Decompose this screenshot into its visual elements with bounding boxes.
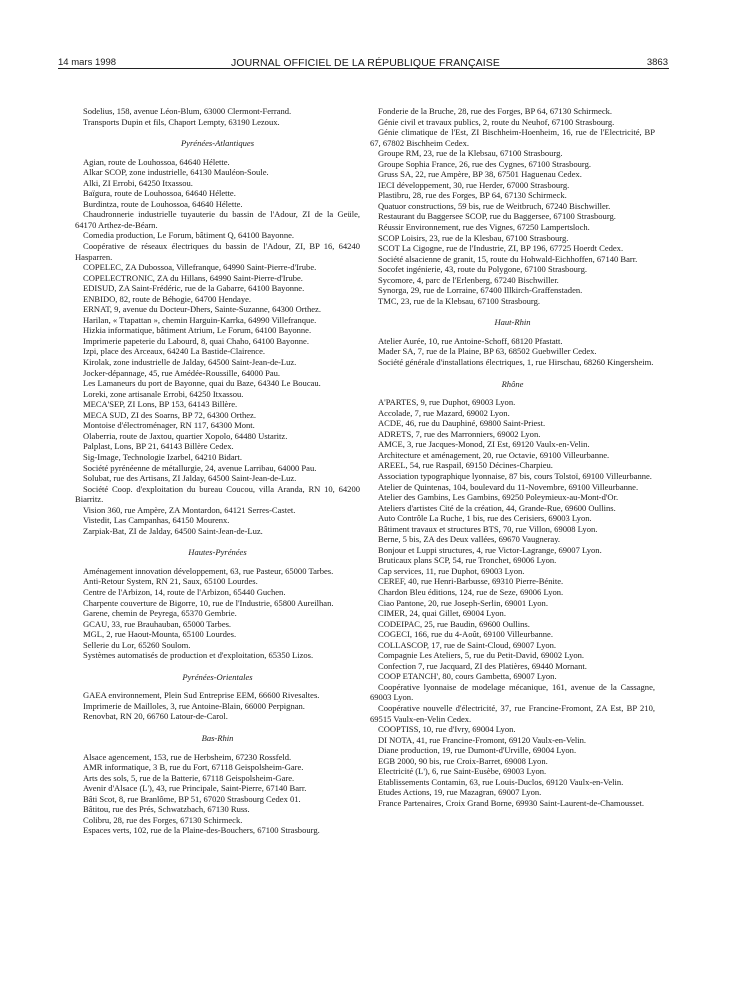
list-entry: Les Lamaneurs du port de Bayonne, quai du Baze, 64340 Le Boucau. xyxy=(83,378,321,389)
list-entry: Garene, chemin de Peyrega, 65370 Gembrie. xyxy=(83,608,237,619)
list-entry: Société alsacienne de granit, 15, route du Hohwald-Eichhoffen, 67140 Barr. xyxy=(378,253,638,264)
list-entry: ADRETS, 7, rue des Marronniers, 69002 Lyon. xyxy=(378,428,541,439)
section-heading: Pyrénées-Atlantiques xyxy=(180,138,255,149)
list-entry: AMR informatique, 3 B, rue du Fort, 67118 Geispolsheim-Gare. xyxy=(83,762,304,773)
right-column xyxy=(370,106,655,808)
section-heading: Pyrénées-Orientales xyxy=(182,671,253,682)
list-entry: AREEL, 54, rue Raspail, 69150 Décines-Charpieu. xyxy=(378,460,553,471)
list-entry: MECA SUD, ZI des Soarns, BP 72, 64300 Orthez. xyxy=(83,409,256,420)
list-entry: Réussir Environnement, rue des Vignes, 67250 Lampertsloch. xyxy=(378,222,590,233)
list-entry: Coopérative lyonnaise de modelage mécanique, 161, avenue de la Cassagne, 69003 Lyon. xyxy=(370,681,655,703)
list-entry: Etablissements Contamin, 63, rue Louis-Duclos, 69120 Vaulx-en-Velin. xyxy=(378,776,624,787)
list-entry: Restaurant du Baggersee SCOP, rue du Baggersee, 67100 Strasbourg. xyxy=(378,211,616,222)
list-entry: Quatuor constructions, 59 bis, rue de Weitbruch, 67240 Bischwiller. xyxy=(378,200,611,211)
header-rule xyxy=(58,68,669,69)
list-entry: Bruticaux plans SCP, 54, rue Tronchet, 69006 Lyon. xyxy=(378,555,557,566)
list-entry: Jocker-dépannage, 45, rue Amédée-Roussille, 64000 Pau. xyxy=(83,367,281,378)
list-entry: DI NOTA, 41, rue Francine-Fromont, 69120 Vaulx-en-Velin. xyxy=(378,734,587,745)
list-entry: SCOP Loisirs, 23, rue de la Klesbau, 67100 Strasbourg. xyxy=(378,232,569,243)
list-entry: CIMER, 24, quai Gillet, 69004 Lyon. xyxy=(378,608,506,619)
list-entry: CEREF, 40, rue Henri-Barbusse, 69310 Pierre-Bénite. xyxy=(378,576,564,587)
list-entry: Hizkia informatique, bâtiment Atrium, Le Forum, 64100 Bayonne. xyxy=(83,325,312,336)
list-entry: Anti-Retour System, RN 21, Saux, 65100 Lourdes. xyxy=(83,576,258,587)
section-heading: Rhône xyxy=(501,378,524,389)
list-entry: Génie climatique de l'Est, ZI Bischheim-Hoenheim, 16, rue de l'Electricité, BP 67, 67802 Bischheim Cedex. xyxy=(370,127,655,148)
list-entry: SCOT La Cigogne, rue de l'Industrie, ZI, BP 196, 67725 Hoerdt Cedex. xyxy=(378,243,624,254)
list-entry: Cap services, 11, rue Duphot, 69003 Lyon. xyxy=(378,565,525,576)
list-entry: Espaces verts, 102, rue de la Plaine-des-Bouchers, 67100 Strasbourg. xyxy=(83,825,320,836)
list-entry: IECI développement, 30, rue Herder, 67000 Strasbourg. xyxy=(378,179,570,190)
list-entry: COOPTISS, 10, rue d'Ivry, 69004 Lyon. xyxy=(378,724,516,735)
list-entry: Atelier Aurée, 10, rue Antoine-Schoff, 68120 Pfastatt. xyxy=(378,335,563,346)
list-entry: ACDE, 46, rue du Dauphiné, 69800 Saint-Priest. xyxy=(378,418,546,429)
list-entry: Palplast, Lons, BP 21, 64143 Billère Cedex. xyxy=(83,441,234,452)
journal-title: JOURNAL OFFICIEL DE LA RÉPUBLIQUE FRANÇAISE xyxy=(231,57,500,69)
list-entry: Alsace agencement, 153, rue de Herbsheim, 67230 Rossfeld. xyxy=(83,751,292,762)
list-entry: COPELEC, ZA Dubossoa, Villefranque, 64990 Saint-Pierre-d'Irube. xyxy=(83,262,317,273)
list-entry: Synorga, 29, rue de Lorraine, 67400 Illkirch-Graffenstaden. xyxy=(378,285,583,296)
list-entry: Gruss SA, 22, rue Ampère, BP 38, 67501 Haguenau Cedex. xyxy=(378,169,582,180)
list-entry: Ciao Pantone, 20, rue Joseph-Serlin, 69001 Lyon. xyxy=(378,597,548,608)
list-entry: Diane production, 19, rue Dumont-d'Urville, 69004 Lyon. xyxy=(378,745,577,756)
list-entry: Fonderie de la Bruche, 28, rue des Forges, BP 64, 67130 Schirmeck. xyxy=(378,106,613,116)
list-entry: Sycomore, 4, parc de l'Erlenberg, 67240 Bischwiller. xyxy=(378,274,559,285)
list-entry: Bonjour et Luppi structures, 4, rue Victor-Lagrange, 69007 Lyon. xyxy=(378,544,602,555)
list-entry: Loreki, zone artisanale Errobi, 64250 Itxassou. xyxy=(83,388,244,399)
list-entry: Plastibru, 28, rue des Forges, BP 64, 67130 Schirmeck. xyxy=(378,190,567,201)
list-entry: Charpente couverture de Bigorre, 10, rue de l'Industrie, 65800 Aureilhan. xyxy=(83,597,334,608)
list-entry: GCAU, 33, rue Brauhauban, 65000 Tarbes. xyxy=(83,618,232,629)
list-entry: Systèmes automatisés de production et d'exploitation, 65350 Lizos. xyxy=(83,650,314,661)
list-entry: Confection 7, rue Jacquard, ZI des Platières, 69440 Mornant. xyxy=(378,660,587,671)
list-entry: ERNAT, 9, avenue du Docteur-Dhers, Sainte-Suzanne, 64300 Orthez. xyxy=(83,304,321,315)
list-entry: Agian, route de Louhossoa, 64640 Hélette. xyxy=(83,156,230,167)
list-entry: MGL, 2, rue Haout-Mounta, 65100 Lourdes. xyxy=(83,629,237,640)
list-entry: Berne, 5 bis, ZA des Deux vallées, 69670 Vaugneray. xyxy=(378,534,561,545)
list-entry: Zarpiak-Bat, ZI de Jalday, 64500 Saint-Jean-de-Luz. xyxy=(83,525,263,536)
list-entry: COLLASCOP, 17, rue de Saint-Cloud, 69007 Lyon. xyxy=(378,639,557,650)
left-column xyxy=(75,106,360,836)
list-entry: Etudes Actions, 19, rue Mazagran, 69007 Lyon. xyxy=(378,787,542,798)
list-entry: ENBIDO, 82, route de Béhogie, 64700 Hendaye. xyxy=(83,293,252,304)
list-entry: Association typographique lyonnaise, 87 bis, cours Tolstoï, 69100 Villeurbanne. xyxy=(378,470,652,481)
list-entry: Olaberria, route de Jaxtou, quartier Xopolo, 64480 Ustaritz. xyxy=(83,430,288,441)
list-entry: Transports Dupin et fils, Chaport Lempty, 63190 Lezoux. xyxy=(83,116,280,127)
list-entry: Société Coop. d'exploitation du bureau Coucou, villa Aranda, RN 10, 64200 Biarritz. xyxy=(75,483,360,505)
list-entry: Solubat, rue des Artisans, ZI Jalday, 64500 Saint-Jean-de-Luz. xyxy=(83,473,297,484)
list-entry: Renovbat, RN 20, 66760 Latour-de-Carol. xyxy=(83,711,228,722)
list-entry: Imprimerie de Mailloles, 3, rue Antoine-Blain, 66000 Perpignan. xyxy=(83,700,305,711)
list-entry: Sig-Image, Technologie Izarbel, 64210 Bidart. xyxy=(83,451,242,462)
list-entry: Harilan, « Ttapattan », chemin Harguin-Karrka, 64990 Villefranque. xyxy=(83,314,317,325)
list-entry: Groupe RM, 23, rue de la Klebsau, 67100 Strasbourg. xyxy=(378,148,563,159)
list-entry: Société générale d'installations électriques, 1, rue Hirschau, 68260 Kingersheim. xyxy=(378,357,654,368)
list-entry: Colibru, 28, rue des Forges, 67130 Schirmeck. xyxy=(83,814,243,825)
list-entry: GAEA environnement, Plein Sud Entreprise EEM, 66600 Rivesaltes. xyxy=(83,690,320,701)
list-entry: Architecture et aménagement, 20, rue Octavie, 69100 Villeurbanne. xyxy=(378,449,610,460)
list-entry: Imprimerie papeterie du Labourd, 8, quai Chaho, 64100 Bayonne. xyxy=(83,335,309,346)
list-entry: Mader SA, 7, rue de la Plaine, BP 63, 68502 Guebwiller Cedex. xyxy=(378,346,597,357)
list-entry: COOP ETANCH', 80, cours Gambetta, 69007 Lyon. xyxy=(378,671,557,682)
list-entry: Burdintza, route de Louhossoa, 64640 Hélette. xyxy=(83,198,243,209)
list-entry: Coopérative nouvelle d'électricité, 37, rue Francine-Fromont, ZA Est, BP 210, 69515 Vaulx-en-Velin Cedex. xyxy=(370,702,655,724)
list-entry: Chardon Bleu éditions, 124, rue de Seze, 69006 Lyon. xyxy=(378,586,564,597)
list-entry: Alki, ZI Errobi, 64250 Itxassou. xyxy=(83,177,193,188)
list-entry: COPELECTRONIC, ZA du Hillans, 64990 Saint-Pierre-d'Irube. xyxy=(83,272,303,283)
list-entry: AMCE, 3, rue Jacques-Monod, ZI Est, 69120 Vaulx-en-Velin. xyxy=(378,439,590,450)
list-entry: Atelier des Gambins, Les Gambins, 69250 Poleymieux-au-Mont-d'Or. xyxy=(378,492,619,503)
list-entry: Baïgura, route de Louhossoa, 64640 Hélette. xyxy=(83,188,236,199)
page-number: 3863 xyxy=(646,57,668,68)
list-entry: CODEIPAC, 25, rue Baudin, 69600 Oullins. xyxy=(378,618,530,629)
list-entry: Génie civil et travaux publics, 2, route du Neuhof, 67100 Strasbourg. xyxy=(378,116,615,127)
list-entry: Vistedit, Las Campanhas, 64150 Mourenx. xyxy=(83,515,230,526)
list-entry: Bâti Scot, 8, rue Branlôme, BP 51, 67020 Strasbourg Cedex 01. xyxy=(83,793,301,804)
list-entry: Kirolak, zone industrielle de Jalday, 64500 Saint-Jean-de-Luz. xyxy=(83,357,297,368)
list-entry: Izpi, place des Arceaux, 64240 La Bastide-Clairence. xyxy=(83,346,266,357)
list-entry: France Partenaires, Croix Grand Borne, 69930 Saint-Laurent-de-Chamousset. xyxy=(378,797,645,808)
list-entry: Arts des sols, 5, rue de la Batterie, 67118 Geispolsheim-Gare. xyxy=(83,772,295,783)
list-entry: Montoise d'électroménager, RN 117, 64300 Mont. xyxy=(83,420,255,431)
section-heading: Hautes-Pyrénées xyxy=(188,547,247,558)
list-entry: Electricité (L'), 6, rue Saint-Eusèbe, 69003 Lyon. xyxy=(378,766,547,777)
header-date: 14 mars 1998 xyxy=(58,57,117,68)
list-entry: Vision 360, rue Ampère, ZA Montardon, 64121 Serres-Castet. xyxy=(83,504,296,515)
list-entry: Coopérative de réseaux électriques du bassin de l'Adour, ZI, BP 16, 64240 Hasparren. xyxy=(75,241,360,262)
list-entry: Société pyrénéenne de métallurgie, 24, avenue Larribau, 64000 Pau. xyxy=(83,462,317,473)
list-entry: Aménagement innovation développement, 63, rue Pasteur, 65000 Tarbes. xyxy=(83,565,334,576)
list-entry: COGECI, 166, rue du 4-Août, 69100 Villeurbanne. xyxy=(378,629,553,640)
list-entry: EDISUD, ZA Saint-Frédéric, rue de la Gabarre, 64100 Bayonne. xyxy=(83,283,305,294)
list-entry: Sellerie du Lor, 65260 Soulom. xyxy=(83,639,191,650)
list-entry: A'PARTES, 9, rue Duphot, 69003 Lyon. xyxy=(378,397,516,408)
list-entry: Atelier de Quintenas, 104, boulevard du 11-Novembre, 69100 Villeurbanne. xyxy=(378,481,639,492)
list-entry: Bâtiment travaux et structures BTS, 70, rue Villon, 69008 Lyon. xyxy=(378,523,598,534)
list-entry: TMC, 23, rue de la Klebsau, 67100 Strasbourg. xyxy=(378,295,540,306)
list-entry: Compagnie Les Ateliers, 5, rue du Petit-David, 69002 Lyon. xyxy=(378,650,585,661)
list-entry: EGB 2000, 90 bis, rue Croix-Barret, 69008 Lyon. xyxy=(378,755,548,766)
list-entry: Centre de l'Arbizon, 14, route de l'Arbizon, 65440 Guchen. xyxy=(83,586,286,597)
list-entry: Bâtitou, rue des Prés, Schwatzbach, 67130 Russ. xyxy=(83,804,250,815)
list-entry: Sodelius, 158, avenue Léon-Blum, 63000 Clermont-Ferrand. xyxy=(83,106,292,116)
list-entry: Avenir d'Alsace (L'), 43, rue Principale, Saint-Pierre, 67140 Barr. xyxy=(83,783,307,794)
list-entry: Chaudronnerie industrielle tuyauterie du bassin de l'Adour, ZI de la Geüle, 64170 Arthez-de-Béarn. xyxy=(75,209,360,230)
section-heading: Haut-Rhin xyxy=(494,317,531,328)
list-entry: Socofet ingénierie, 43, route du Polygone, 67100 Strasbourg. xyxy=(378,264,587,275)
list-entry: Comedia production, Le Forum, bâtiment Q, 64100 Bayonne. xyxy=(83,230,295,241)
section-heading: Bas-Rhin xyxy=(201,732,234,743)
list-entry: Auto Contrôle La Ruche, 1 bis, rue des Cerisiers, 69003 Lyon. xyxy=(378,513,592,524)
list-entry: Groupe Sophia France, 26, rue des Cygnes, 67100 Strasbourg. xyxy=(378,158,592,169)
list-entry: MECA'SEP, ZI Lons, BP 153, 64143 Billère. xyxy=(83,399,238,410)
list-entry: Accolade, 7, rue Mazard, 69002 Lyon. xyxy=(378,407,510,418)
list-entry: Alkar SCOP, zone industrielle, 64130 Mauléon-Soule. xyxy=(83,167,269,178)
list-entry: Ateliers d'artistes Cité de la création, 44, Grande-Rue, 69600 Oullins. xyxy=(378,502,616,513)
